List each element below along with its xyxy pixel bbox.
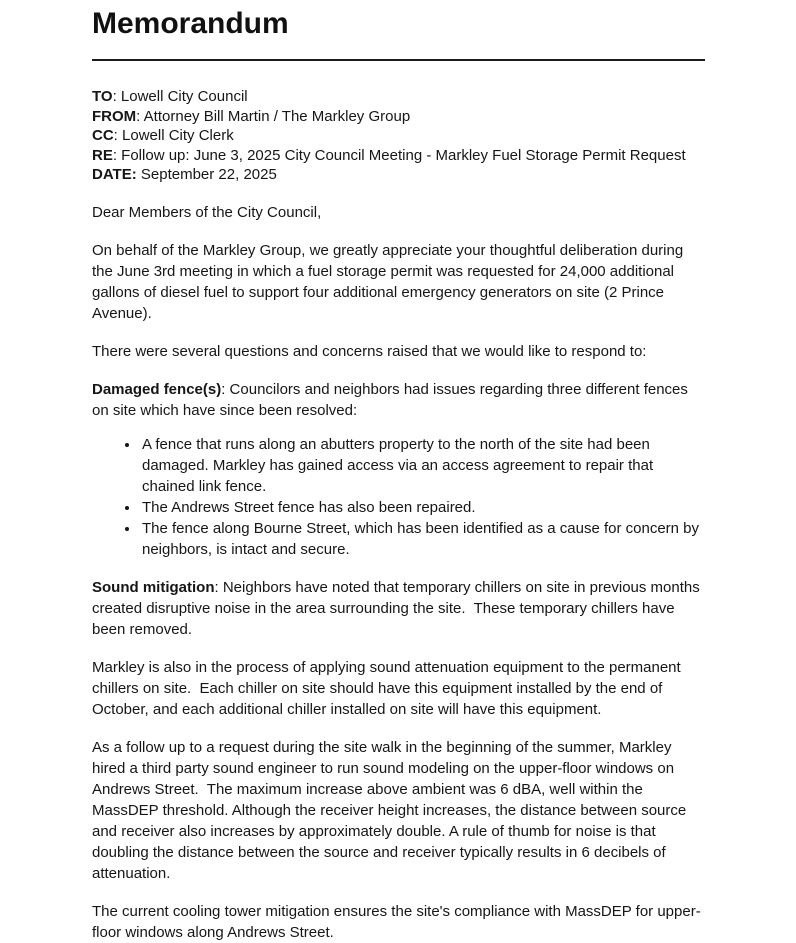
fence-bullet-list — [92, 434, 706, 560]
bullet-item — [140, 497, 706, 518]
memo-header-block — [92, 87, 706, 185]
bullet-item — [140, 518, 706, 560]
paragraph-sound-mitigation — [92, 577, 706, 640]
bullet-item — [140, 434, 706, 497]
header-row-cc — [92, 126, 706, 146]
header-value-cc: : Lowell City Clerk — [113, 127, 234, 144]
paragraph-text: As a follow up to a request during the site walk in the beginning of the summer, Markley hired a third party sound engineer to run sound modeling on the upper-floor windows on Andrews Street. The maximum increase above ambient was 6 dBA, well within the MassDEP threshold. Although the receiver height increases, the distance between source and receiver also increases by approximately double. A rule of thumb for noise is that doubling the distance between the source and receiver typically results in 6 decibels of attenuation. — [92, 738, 691, 882]
paragraph-text: Markley is also in the process of applying sound attenuation equipment to the permanent chillers on site. Each chiller on site should have this equipment installed by the end of October, and each additional chiller installed on site will have this equipment. — [92, 658, 685, 718]
header-label-cc: CC — [92, 127, 114, 144]
paragraph-text: Dear Members of the City Council, — [92, 203, 322, 221]
bullet-text: A fence that runs along an abutters property to the north of the site had been damaged. Markley has gained access via an access agreement to repair that chained link fence. — [142, 435, 658, 495]
header-row-from — [92, 107, 706, 127]
header-value-re: : Follow up: June 3, 2025 City Council Meeting - Markley Fuel Storage Permit Request — [112, 146, 686, 164]
header-value-from: : Attorney Bill Martin / The Markley Group — [136, 107, 411, 125]
paragraph-text: : Councilors and neighbors had issues regarding three different fences on site which have since been resolved: — [92, 380, 693, 419]
paragraph-questions-intro — [92, 341, 706, 362]
header-value-to: : Lowell City Council — [112, 88, 248, 105]
paragraph-lead: Damaged fence(s) — [92, 380, 222, 398]
paragraph-text: : Neighbors have noted that temporary chillers on site in previous months created disruptive noise in the area surrounding the site. These temporary chillers have been removed. — [92, 578, 704, 638]
paragraph-attenuation-equipment — [92, 657, 706, 720]
header-row-to — [92, 87, 706, 107]
header-label-from: FROM — [92, 107, 137, 125]
header-row-date — [92, 165, 706, 185]
header-label-to: TO — [92, 88, 113, 105]
paragraph-damaged-fences — [92, 379, 706, 421]
paragraph-text: The current cooling tower mitigation ensures the site's compliance with MassDEP for upper-floor windows along Andrews Street. — [92, 902, 701, 941]
paragraph-text: On behalf of the Markley Group, we greatly appreciate your thoughtful deliberation during the June 3rd meeting in which a fuel storage permit was requested for 24,000 additional gallons of diesel fuel to support four additional emergency generators on site (2 Prince Avenue). — [92, 241, 688, 322]
bullet-text: The Andrews Street fence has also been repaired. — [142, 498, 476, 516]
paragraph-text: There were several questions and concerns raised that we would like to respond to: — [92, 342, 647, 360]
memo-content — [92, 5, 706, 943]
memo-title: Memorandum — [92, 7, 289, 40]
bullet-text: The fence along Bourne Street, which has been identified as a cause for concern by neighbors, is intact and secure. — [142, 519, 704, 558]
paragraph-cooling-tower — [92, 901, 706, 943]
title-divider — [92, 59, 705, 61]
header-label-re: RE — [92, 146, 113, 164]
header-row-re — [92, 146, 706, 166]
paragraph-sound-modeling — [92, 737, 706, 884]
paragraph-salutation — [92, 202, 706, 223]
header-value-date: September 22, 2025 — [136, 166, 277, 183]
paragraph-on-behalf — [92, 240, 706, 324]
header-label-date: DATE: — [92, 166, 137, 183]
paragraph-lead: Sound mitigation — [92, 578, 215, 596]
